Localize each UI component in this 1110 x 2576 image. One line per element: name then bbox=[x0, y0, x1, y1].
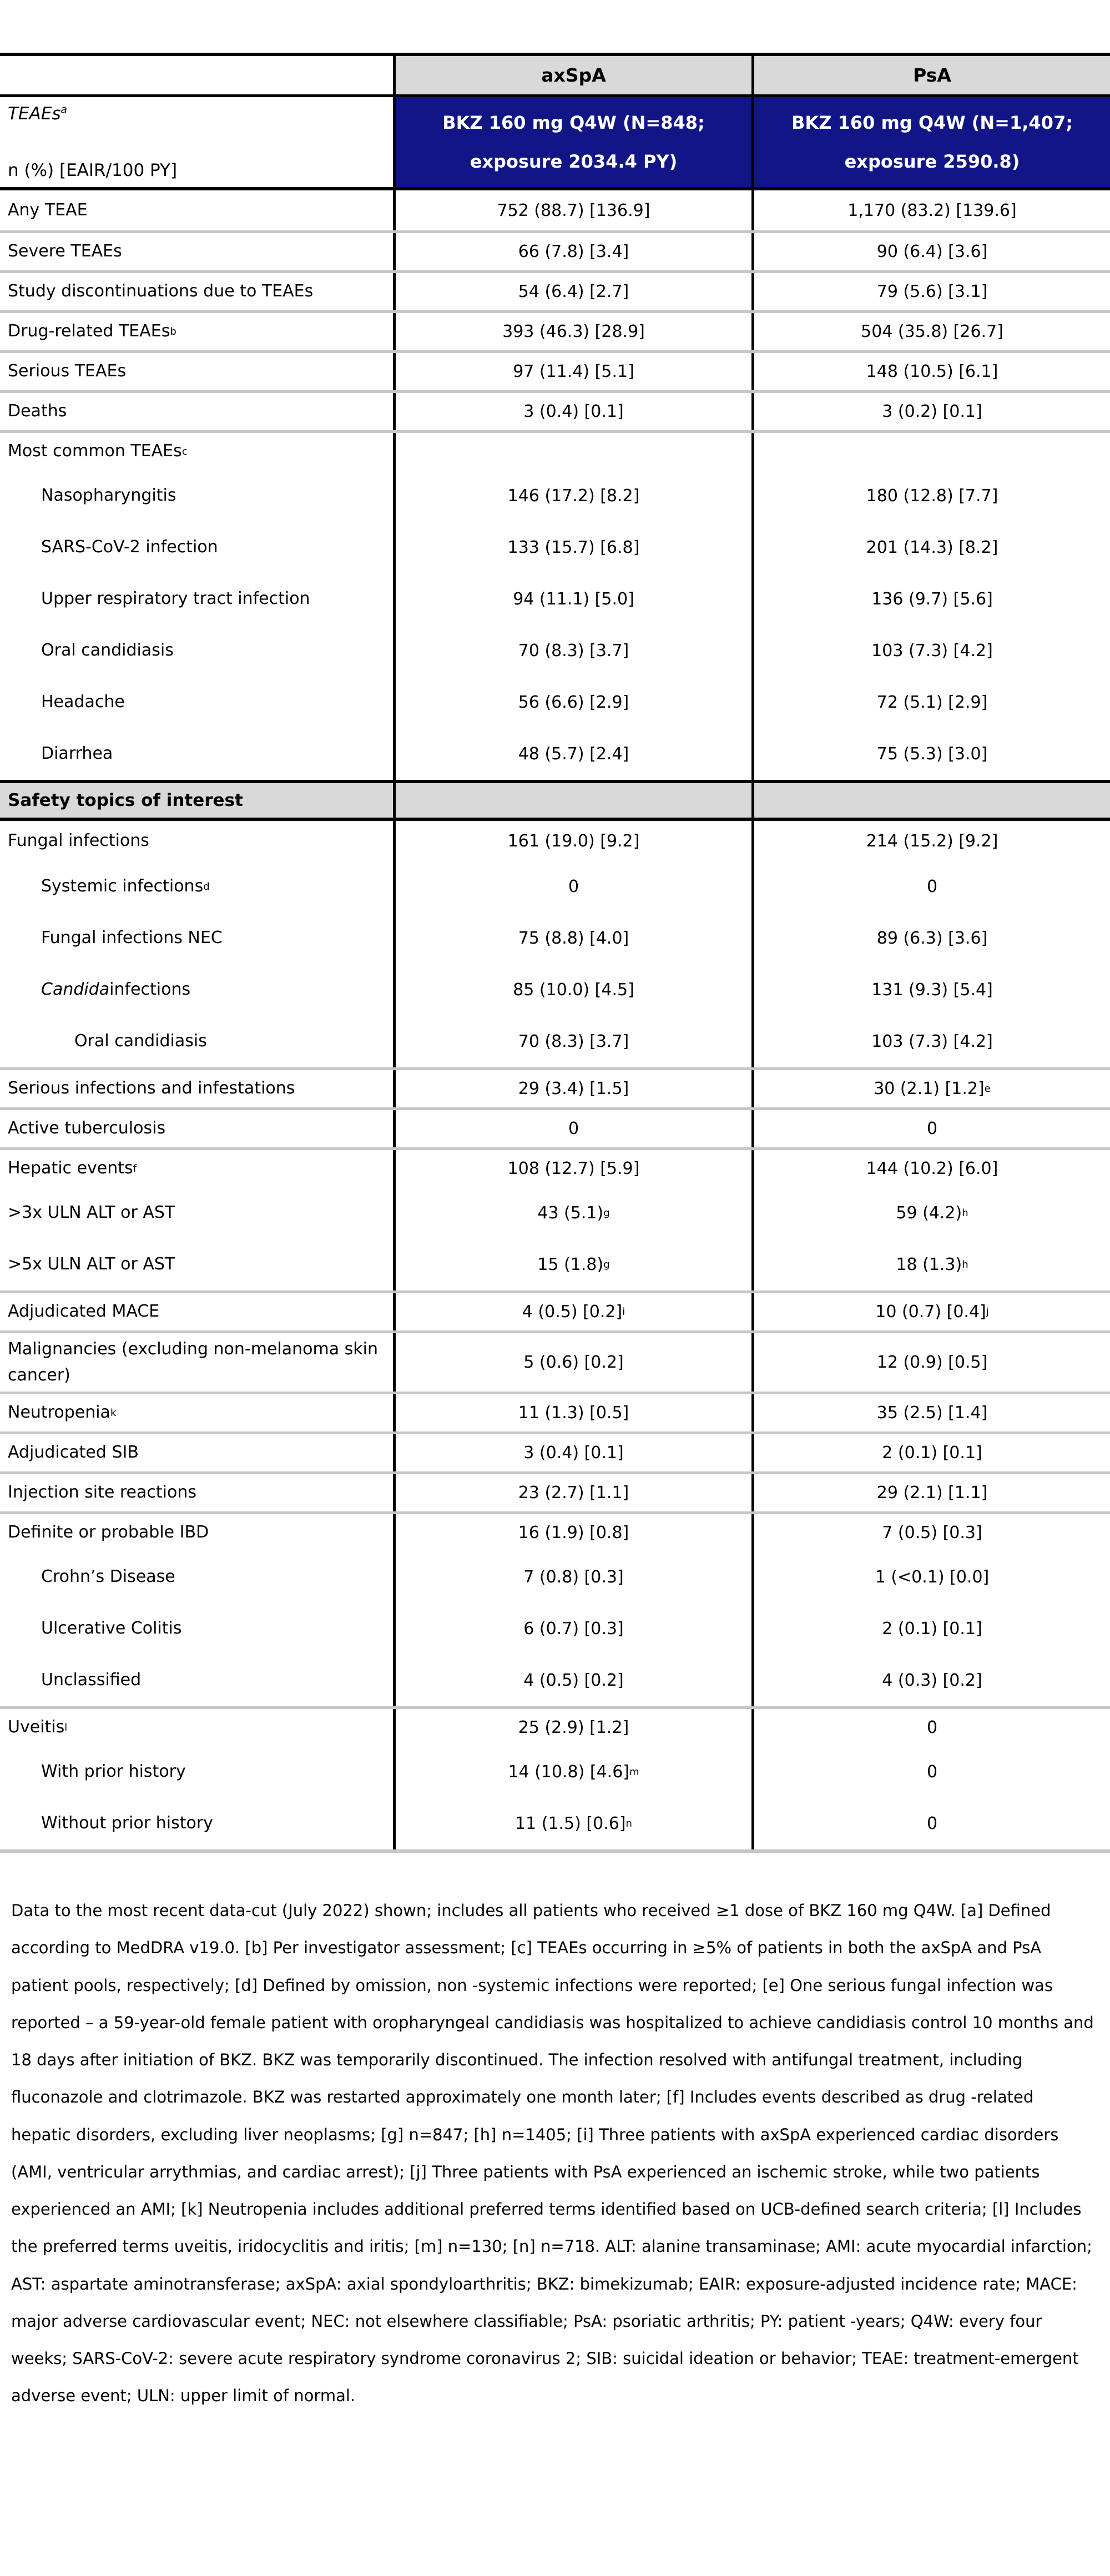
row-label: Malignancies (excluding non-melanoma skin cancer) bbox=[8, 1339, 378, 1385]
axspa-value: 4 (0.5) [0.2] bbox=[393, 1655, 751, 1706]
axspa-value: 393 (46.3) [28.9] bbox=[393, 313, 751, 350]
row-label: >3x ULN ALT or AST bbox=[8, 1203, 175, 1223]
table-row bbox=[0, 728, 1110, 780]
row-label: Deaths bbox=[8, 401, 67, 421]
axspa-value: 0 bbox=[393, 861, 751, 913]
row-label: Injection site reactions bbox=[8, 1483, 196, 1503]
table-row bbox=[0, 1290, 1110, 1330]
axspa-value: 133 (15.7) [6.8] bbox=[393, 522, 751, 573]
psa-value bbox=[751, 433, 1110, 470]
axspa-value: 7 (0.8) [0.3] bbox=[393, 1551, 751, 1603]
row-label: SARS-CoV-2 infection bbox=[41, 537, 218, 557]
axspa-value: 161 (19.0) [9.2] bbox=[393, 821, 751, 861]
row-label: Serious infections and infestations bbox=[8, 1078, 295, 1098]
table-body bbox=[0, 190, 1110, 1849]
row-label: Candida infections bbox=[41, 980, 191, 1000]
row-label: Hepatic events f bbox=[8, 1158, 137, 1178]
axspa-value: 97 (11.4) [5.1] bbox=[393, 353, 751, 390]
psa-value bbox=[751, 783, 1110, 818]
axspa-value: 5 (0.6) [0.2] bbox=[393, 1333, 751, 1392]
teaes-label: TEAEs$^a$ bbox=[8, 104, 67, 124]
axspa-value bbox=[393, 433, 751, 470]
table-row bbox=[0, 1655, 1110, 1706]
footnote: Data to the most recent data-cut (July 2022) shown; includes all patients who received ≥1 dose of BKZ 160 mg Q4W. [a] Defined according to MedDRA v19.0. [b] Per investigator assessment; [c] TEAEs occurring in ≥5% of patients in both the axSpA and PsA patient pools, respectively; [d] Defined by omission, non -systemic infections were reported; [e] One serious fungal infection was reported – a 59-year-old female patient with oropharyngeal candidiasis was hospitalized to achieve candidiasis control 10 months and 18 days after initiation of BKZ. BKZ was temporarily discontinued. The infection resolved with antifungal treatment, including fluconazole and clotrimazole. BKZ was restarted approximately one month later; [f] Includes events described as drug -related hepatic disorders, excluding liver neoplasms; [g] n=847; [h] n=1405; [i] Three patients with axSpA experienced cardiac disorders (AMI, ventricular arrythmias, and cardiac arrest); [j] Three patients with PsA experienced an ischemic stroke, while two patients experienced an AMI; [k] Neutropenia includes additional preferred terms identified based on UCB-defined search criteria; [l] Includes the preferred terms uveitis, iridocyclitis and iritis; [m] n=130; [n] n=718. ALT: alanine transaminase; AMI: acute myocardial infarction; AST: aspartate aminotransferase; axSpA: axial spondyloarthritis; BKZ: bimekizumab; EAIR: exposure-adjusted incidence rate; MACE: major adverse cardiovascular event; NEC: not elsewhere classifiable; PsA: psoriatic arthritis; PY: patient -years; Q4W: every four weeks; SARS-CoV-2: severe acute respiratory syndrome coronavirus 2; SIB: suicidal ideation or behavior; TEAE: treatment-emergent adverse event; ULN: upper limit of normal. bbox=[11, 1901, 1094, 2406]
psa-value: 7 (0.5) [0.3] bbox=[751, 1514, 1110, 1551]
axspa-value: 4 (0.5) [0.2] i bbox=[393, 1293, 751, 1330]
axspa-value: 3 (0.4) [0.1] bbox=[393, 393, 751, 430]
axspa-value: 25 (2.9) [1.2] bbox=[393, 1709, 751, 1746]
table-row bbox=[0, 1431, 1110, 1471]
psa-value: 79 (5.6) [3.1] bbox=[751, 273, 1110, 310]
psa-value: 59 (4.2) h bbox=[751, 1187, 1110, 1239]
psa-value: 10 (0.7) [0.4] j bbox=[751, 1293, 1110, 1330]
row-label: Neutropenia k bbox=[8, 1403, 117, 1423]
row-label: Without prior history bbox=[41, 1813, 213, 1833]
psa-value: 4 (0.3) [0.2] bbox=[751, 1655, 1110, 1706]
psa-value: 2 (0.1) [0.1] bbox=[751, 1434, 1110, 1471]
psa-value: 0 bbox=[751, 1798, 1110, 1849]
psa-value: 0 bbox=[751, 1709, 1110, 1746]
table-row bbox=[0, 1239, 1110, 1290]
table-row bbox=[0, 1603, 1110, 1655]
row-label: Ulcerative Colitis bbox=[41, 1619, 182, 1639]
axspa-value: 66 (7.8) [3.4] bbox=[393, 233, 751, 270]
axspa-value: 56 (6.6) [2.9] bbox=[393, 677, 751, 728]
row-label: Definite or probable IBD bbox=[8, 1523, 209, 1542]
table-row bbox=[0, 1706, 1110, 1746]
row-label: Severe TEAEs bbox=[8, 241, 122, 261]
treatment-header-psa: BKZ 160 mg Q4W (N=1,407; exposure 2590.8) bbox=[751, 97, 1110, 187]
table-row bbox=[0, 1147, 1110, 1187]
axspa-value: 11 (1.3) [0.5] bbox=[393, 1394, 751, 1431]
row-label: Drug-related TEAEs b bbox=[8, 321, 176, 341]
table-row bbox=[0, 350, 1110, 390]
psa-value: 0 bbox=[751, 1746, 1110, 1798]
row-label: Crohn’s Disease bbox=[41, 1567, 175, 1587]
row-label: Active tuberculosis bbox=[8, 1118, 166, 1138]
table-row bbox=[0, 861, 1110, 913]
psa-value: 3 (0.2) [0.1] bbox=[751, 393, 1110, 430]
axspa-value: 146 (17.2) [8.2] bbox=[393, 470, 751, 522]
row-label: >5x ULN ALT or AST bbox=[8, 1254, 175, 1274]
psa-value: 2 (0.1) [0.1] bbox=[751, 1603, 1110, 1655]
section-header-row bbox=[0, 780, 1110, 821]
axspa-value: 752 (88.7) [136.9] bbox=[393, 190, 751, 230]
row-label: Nasopharyngitis bbox=[41, 486, 176, 506]
psa-value: 180 (12.8) [7.7] bbox=[751, 470, 1110, 522]
axspa-value: 16 (1.9) [0.8] bbox=[393, 1514, 751, 1551]
psa-value: 0 bbox=[751, 1110, 1110, 1147]
axspa-value: 75 (8.8) [4.0] bbox=[393, 913, 751, 964]
row-label: Headache bbox=[41, 692, 125, 712]
psa-value: 214 (15.2) [9.2] bbox=[751, 821, 1110, 861]
table-row bbox=[0, 913, 1110, 964]
column-header-empty-cell bbox=[0, 56, 393, 94]
psa-value: 72 (5.1) [2.9] bbox=[751, 677, 1110, 728]
table-row bbox=[0, 522, 1110, 573]
column-header-row bbox=[0, 56, 1110, 97]
row-label: Serious TEAEs bbox=[8, 361, 127, 381]
row-label: Adjudicated SIB bbox=[8, 1443, 139, 1463]
row-label: Diarrhea bbox=[41, 744, 113, 764]
table-row bbox=[0, 821, 1110, 861]
psa-value: 131 (9.3) [5.4] bbox=[751, 964, 1110, 1016]
axspa-value: 15 (1.8) g bbox=[393, 1239, 751, 1290]
row-label-header-cell bbox=[0, 97, 393, 187]
table-row bbox=[0, 964, 1110, 1016]
row-label: Upper respiratory tract infection bbox=[41, 589, 310, 609]
table-row bbox=[0, 677, 1110, 728]
psa-value: 29 (2.1) [1.1] bbox=[751, 1474, 1110, 1511]
psa-value: 1,170 (83.2) [139.6] bbox=[751, 190, 1110, 230]
table-row bbox=[0, 190, 1110, 230]
table-row bbox=[0, 1187, 1110, 1239]
axspa-value: 29 (3.4) [1.5] bbox=[393, 1070, 751, 1107]
axspa-value: 3 (0.4) [0.1] bbox=[393, 1434, 751, 1471]
axspa-value: 85 (10.0) [4.5] bbox=[393, 964, 751, 1016]
table-row bbox=[0, 1016, 1110, 1067]
psa-value: 144 (10.2) [6.0] bbox=[751, 1150, 1110, 1187]
row-label: Systemic infections d bbox=[41, 876, 210, 896]
units-label: n (%) [EAIR/100 PY] bbox=[8, 160, 178, 180]
psa-value: 18 (1.3) h bbox=[751, 1239, 1110, 1290]
row-label: With prior history bbox=[41, 1762, 186, 1782]
column-header-axspa: axSpA bbox=[393, 56, 751, 94]
axspa-value: 11 (1.5) [0.6] n bbox=[393, 1798, 751, 1849]
axspa-value bbox=[393, 783, 751, 818]
psa-value: 12 (0.9) [0.5] bbox=[751, 1333, 1110, 1392]
table-row bbox=[0, 625, 1110, 677]
psa-value: 0 bbox=[751, 861, 1110, 913]
table-row bbox=[0, 230, 1110, 270]
axspa-value: 43 (5.1) g bbox=[393, 1187, 751, 1239]
psa-value: 201 (14.3) [8.2] bbox=[751, 522, 1110, 573]
psa-value: 90 (6.4) [3.6] bbox=[751, 233, 1110, 270]
row-label: Fungal infections bbox=[8, 830, 149, 850]
psa-value: 75 (5.3) [3.0] bbox=[751, 728, 1110, 780]
row-label: Adjudicated MACE bbox=[8, 1302, 160, 1322]
table-row bbox=[0, 470, 1110, 522]
axspa-value: 94 (11.1) [5.0] bbox=[393, 573, 751, 625]
treatment-header-row bbox=[0, 97, 1110, 190]
table-row bbox=[0, 1551, 1110, 1603]
table-row bbox=[0, 1107, 1110, 1147]
axspa-value: 14 (10.8) [4.6] m bbox=[393, 1746, 751, 1798]
axspa-value: 70 (8.3) [3.7] bbox=[393, 625, 751, 677]
row-label: Study discontinuations due to TEAEs bbox=[8, 281, 314, 301]
psa-value: 103 (7.3) [4.2] bbox=[751, 1016, 1110, 1067]
psa-value: 1 (<0.1) [0.0] bbox=[751, 1551, 1110, 1603]
row-label: Oral candidiasis bbox=[74, 1031, 207, 1051]
column-header-psa: PsA bbox=[751, 56, 1110, 94]
axspa-value: 70 (8.3) [3.7] bbox=[393, 1016, 751, 1067]
axspa-value: 48 (5.7) [2.4] bbox=[393, 728, 751, 780]
table-row bbox=[0, 310, 1110, 350]
psa-value: 35 (2.5) [1.4] bbox=[751, 1394, 1110, 1431]
axspa-value: 108 (12.7) [5.9] bbox=[393, 1150, 751, 1187]
psa-value: 30 (2.1) [1.2] e bbox=[751, 1070, 1110, 1107]
safety-table bbox=[0, 53, 1110, 1853]
table-row bbox=[0, 1067, 1110, 1107]
row-label: Fungal infections NEC bbox=[41, 928, 223, 948]
row-label: Safety topics of interest bbox=[8, 790, 243, 810]
table-row bbox=[0, 1392, 1110, 1431]
psa-value: 504 (35.8) [26.7] bbox=[751, 313, 1110, 350]
table-row bbox=[0, 430, 1110, 470]
treatment-header-axspa: BKZ 160 mg Q4W (N=848; exposure 2034.4 PY) bbox=[393, 97, 751, 187]
table-row bbox=[0, 1746, 1110, 1798]
table-row bbox=[0, 1471, 1110, 1511]
table-row bbox=[0, 1511, 1110, 1551]
table-row bbox=[0, 1330, 1110, 1392]
table-row bbox=[0, 270, 1110, 310]
psa-value: 89 (6.3) [3.6] bbox=[751, 913, 1110, 964]
table-row bbox=[0, 390, 1110, 430]
row-label: Uveitis l bbox=[8, 1717, 68, 1737]
psa-value: 136 (9.7) [5.6] bbox=[751, 573, 1110, 625]
axspa-value: 0 bbox=[393, 1110, 751, 1147]
psa-value: 103 (7.3) [4.2] bbox=[751, 625, 1110, 677]
axspa-value: 23 (2.7) [1.1] bbox=[393, 1474, 751, 1511]
row-label: Any TEAE bbox=[8, 200, 88, 220]
axspa-value: 54 (6.4) [2.7] bbox=[393, 273, 751, 310]
row-label: Most common TEAEs c bbox=[8, 441, 188, 461]
table-row bbox=[0, 1798, 1110, 1849]
axspa-value: 6 (0.7) [0.3] bbox=[393, 1603, 751, 1655]
row-label: Unclassified bbox=[41, 1670, 142, 1690]
psa-value: 148 (10.5) [6.1] bbox=[751, 353, 1110, 390]
table-row bbox=[0, 573, 1110, 625]
row-label: Oral candidiasis bbox=[41, 641, 174, 661]
